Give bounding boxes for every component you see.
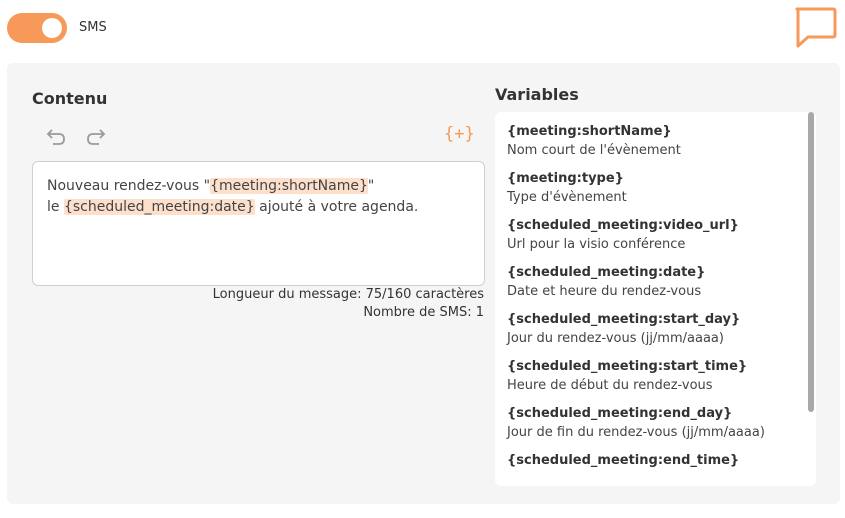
- variable-name: {scheduled_meeting:start_day}: [507, 312, 741, 327]
- message-text: ajouté à votre agenda.: [254, 199, 419, 215]
- variable-description: Date et heure du rendez-vous: [507, 284, 702, 299]
- undo-icon[interactable]: [44, 126, 68, 148]
- variable-description: Heure de début du rendez-vous: [507, 378, 713, 393]
- variable-item[interactable]: [495, 264, 816, 301]
- variable-description: Jour du rendez-vous (jj/mm/aaaa): [507, 331, 724, 346]
- variable-description: Jour de fin du rendez-vous (jj/mm/aaaa): [507, 425, 765, 440]
- variables-title: Variables: [495, 85, 579, 104]
- variable-item[interactable]: [495, 358, 816, 395]
- variable-name: {meeting:shortName}: [507, 124, 672, 139]
- message-length: Longueur du message: 75/160 caractères: [212, 287, 484, 302]
- message-text: ": [367, 178, 375, 194]
- sms-toggle-label: SMS: [79, 20, 107, 35]
- variable-name: {scheduled_meeting:date}: [507, 265, 706, 280]
- variables-list: [495, 112, 816, 486]
- variable-name: {scheduled_meeting:start_time}: [507, 359, 748, 374]
- variable-item[interactable]: [495, 123, 816, 160]
- message-text: Nouveau rendez-vous ": [47, 178, 211, 194]
- variable-tag: {meeting:shortName}: [210, 178, 368, 194]
- variable-description: Type d'évènement: [507, 190, 627, 205]
- chat-bubble-icon[interactable]: [792, 5, 838, 51]
- variable-name: {meeting:type}: [507, 171, 624, 186]
- sms-count: Nombre de SMS: 1: [363, 305, 484, 320]
- variable-item[interactable]: [495, 452, 816, 470]
- variable-tag: {scheduled_meeting:date}: [63, 199, 255, 215]
- variable-item[interactable]: [495, 405, 816, 442]
- message-editor[interactable]: [32, 161, 485, 286]
- variable-name: {scheduled_meeting:video_url}: [507, 218, 739, 233]
- variable-description: Url pour la visio conférence: [507, 237, 686, 252]
- redo-icon[interactable]: [84, 126, 108, 148]
- variable-item[interactable]: [495, 170, 816, 207]
- variable-description: Nom court de l'évènement: [507, 143, 681, 158]
- variables-scrollbar-thumb[interactable]: [808, 112, 814, 412]
- sms-toggle[interactable]: [7, 13, 67, 43]
- content-title: Contenu: [32, 89, 108, 108]
- insert-variable-button[interactable]: {+}: [444, 124, 475, 144]
- toggle-knob: [42, 18, 62, 38]
- variable-name: {scheduled_meeting:end_day}: [507, 406, 733, 421]
- variable-name: {scheduled_meeting:end_time}: [507, 453, 740, 468]
- variable-item[interactable]: [495, 311, 816, 348]
- variable-item[interactable]: [495, 217, 816, 254]
- message-text: le: [47, 199, 64, 215]
